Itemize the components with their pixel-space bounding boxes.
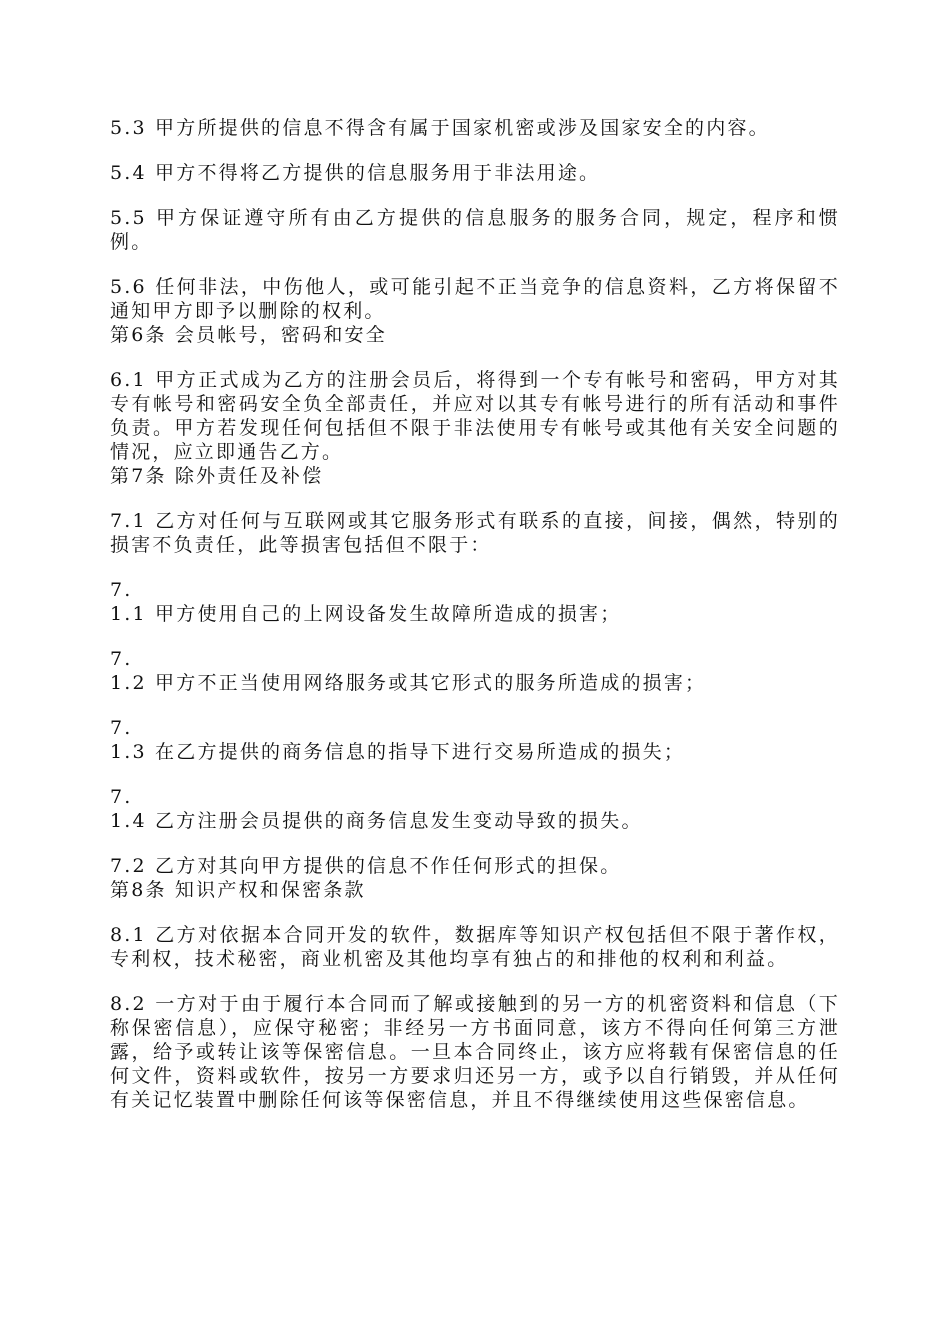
clause-5-3: 5.3 甲方所提供的信息不得含有属于国家机密或涉及国家安全的内容。: [110, 117, 770, 139]
clause-7-1: 7.1 乙方对任何与互联网或其它服务形式有联系的直接，间接，偶然，特别的损害不负责任，此等损害包括但不限于：: [110, 510, 840, 556]
clause-7-1-4-number: 7.: [110, 786, 133, 808]
article-6-heading: 第6条 会员帐号，密码和安全: [110, 324, 387, 346]
clause-7-1-1-number: 7.: [110, 579, 133, 601]
clause-5-5: 5.5 甲方保证遵守所有由乙方提供的信息服务的服务合同，规定，程序和惯例。: [110, 207, 840, 253]
clause-7-1-2-number: 7.: [110, 648, 133, 670]
clause-8-2: 8.2 一方对于由于履行本合同而了解或接触到的另一方的机密资料和信息（下称保密信息），应保守秘密；非经另一方书面同意，该方不得向任何第三方泄露，给予或转让该等保密信息。一旦本合同终止，该方应将载有保密信息的任何文件，资料或软件，按另一方要求归还另一方，或予以自行销毁，并从任何有关记忆装置中删除任何该等保密信息，并且不得继续使用这些保密信息。: [110, 993, 840, 1111]
clause-7-1-1: 1.1 甲方使用自己的上网设备发生故障所造成的损害；: [110, 603, 622, 625]
clause-7-1-4: 1.4 乙方注册会员提供的商务信息发生变动导致的损失。: [110, 810, 643, 832]
article-8-heading: 第8条 知识产权和保密条款: [110, 879, 366, 901]
clause-8-1: 8.1 乙方对依据本合同开发的软件，数据库等知识产权包括但不限于著作权，专利权，技术秘密，商业机密及其他均享有独占的和排他的权利和利益。: [110, 924, 840, 970]
clause-5-6: 5.6 任何非法，中伤他人，或可能引起不正当竞争的信息资料，乙方将保留不通知甲方即予以删除的权利。: [110, 276, 840, 322]
clause-5-4: 5.4 甲方不得将乙方提供的信息服务用于非法用途。: [110, 162, 601, 184]
clause-6-1: 6.1 甲方正式成为乙方的注册会员后，将得到一个专有帐号和密码，甲方对其专有帐号和密码安全负全部责任，并应对以其专有帐号进行的所有活动和事件负责。甲方若发现任何包括但不限于非法使用专有帐号或其他有关安全问题的情况，应立即通告乙方。: [110, 369, 840, 463]
clause-7-1-3: 1.3 在乙方提供的商务信息的指导下进行交易所造成的损失；: [110, 741, 686, 763]
document-page: [110, 116, 840, 1133]
clause-7-2: 7.2 乙方对其向甲方提供的信息不作任何形式的担保。: [110, 855, 622, 877]
article-7-heading: 第7条 除外责任及补偿: [110, 465, 324, 487]
clause-7-1-2: 1.2 甲方不正当使用网络服务或其它形式的服务所造成的损害；: [110, 672, 707, 694]
clause-7-1-3-number: 7.: [110, 717, 133, 739]
